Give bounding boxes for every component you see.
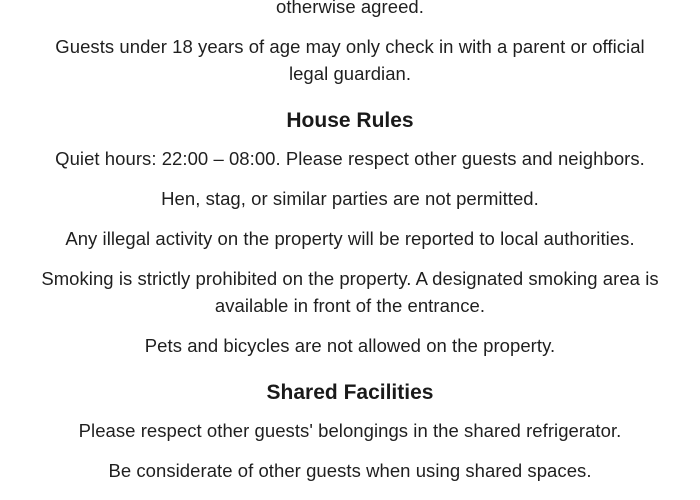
policy-content [30,0,670,484]
house-rule-item: Hen, stag, or similar parties are not permitted. [161,188,539,209]
section-title-shared-facilities: Shared Facilities [266,381,434,404]
shared-facility-item: Be considerate of other guests when using shared spaces. [108,460,592,481]
checkin-paragraph: Guests under 18 years of age may only check in with a parent or official legal guardian. [55,36,645,84]
checkin-paragraph: otherwise agreed. [276,0,424,17]
house-rule-item: Pets and bicycles are not allowed on the property. [144,335,556,356]
section-title-house-rules: House Rules [286,109,414,132]
house-rule-item: Any illegal activity on the property will be reported to local authorities. [65,228,635,249]
house-rule-item: Smoking is strictly prohibited on the property. A designated smoking area is available in front of the entrance. [41,268,659,316]
shared-facility-item: Please respect other guests' belongings in the shared refrigerator. [78,420,622,441]
house-rule-item: Quiet hours: 22:00 – 08:00. Please respect other guests and neighbors. [55,148,645,169]
